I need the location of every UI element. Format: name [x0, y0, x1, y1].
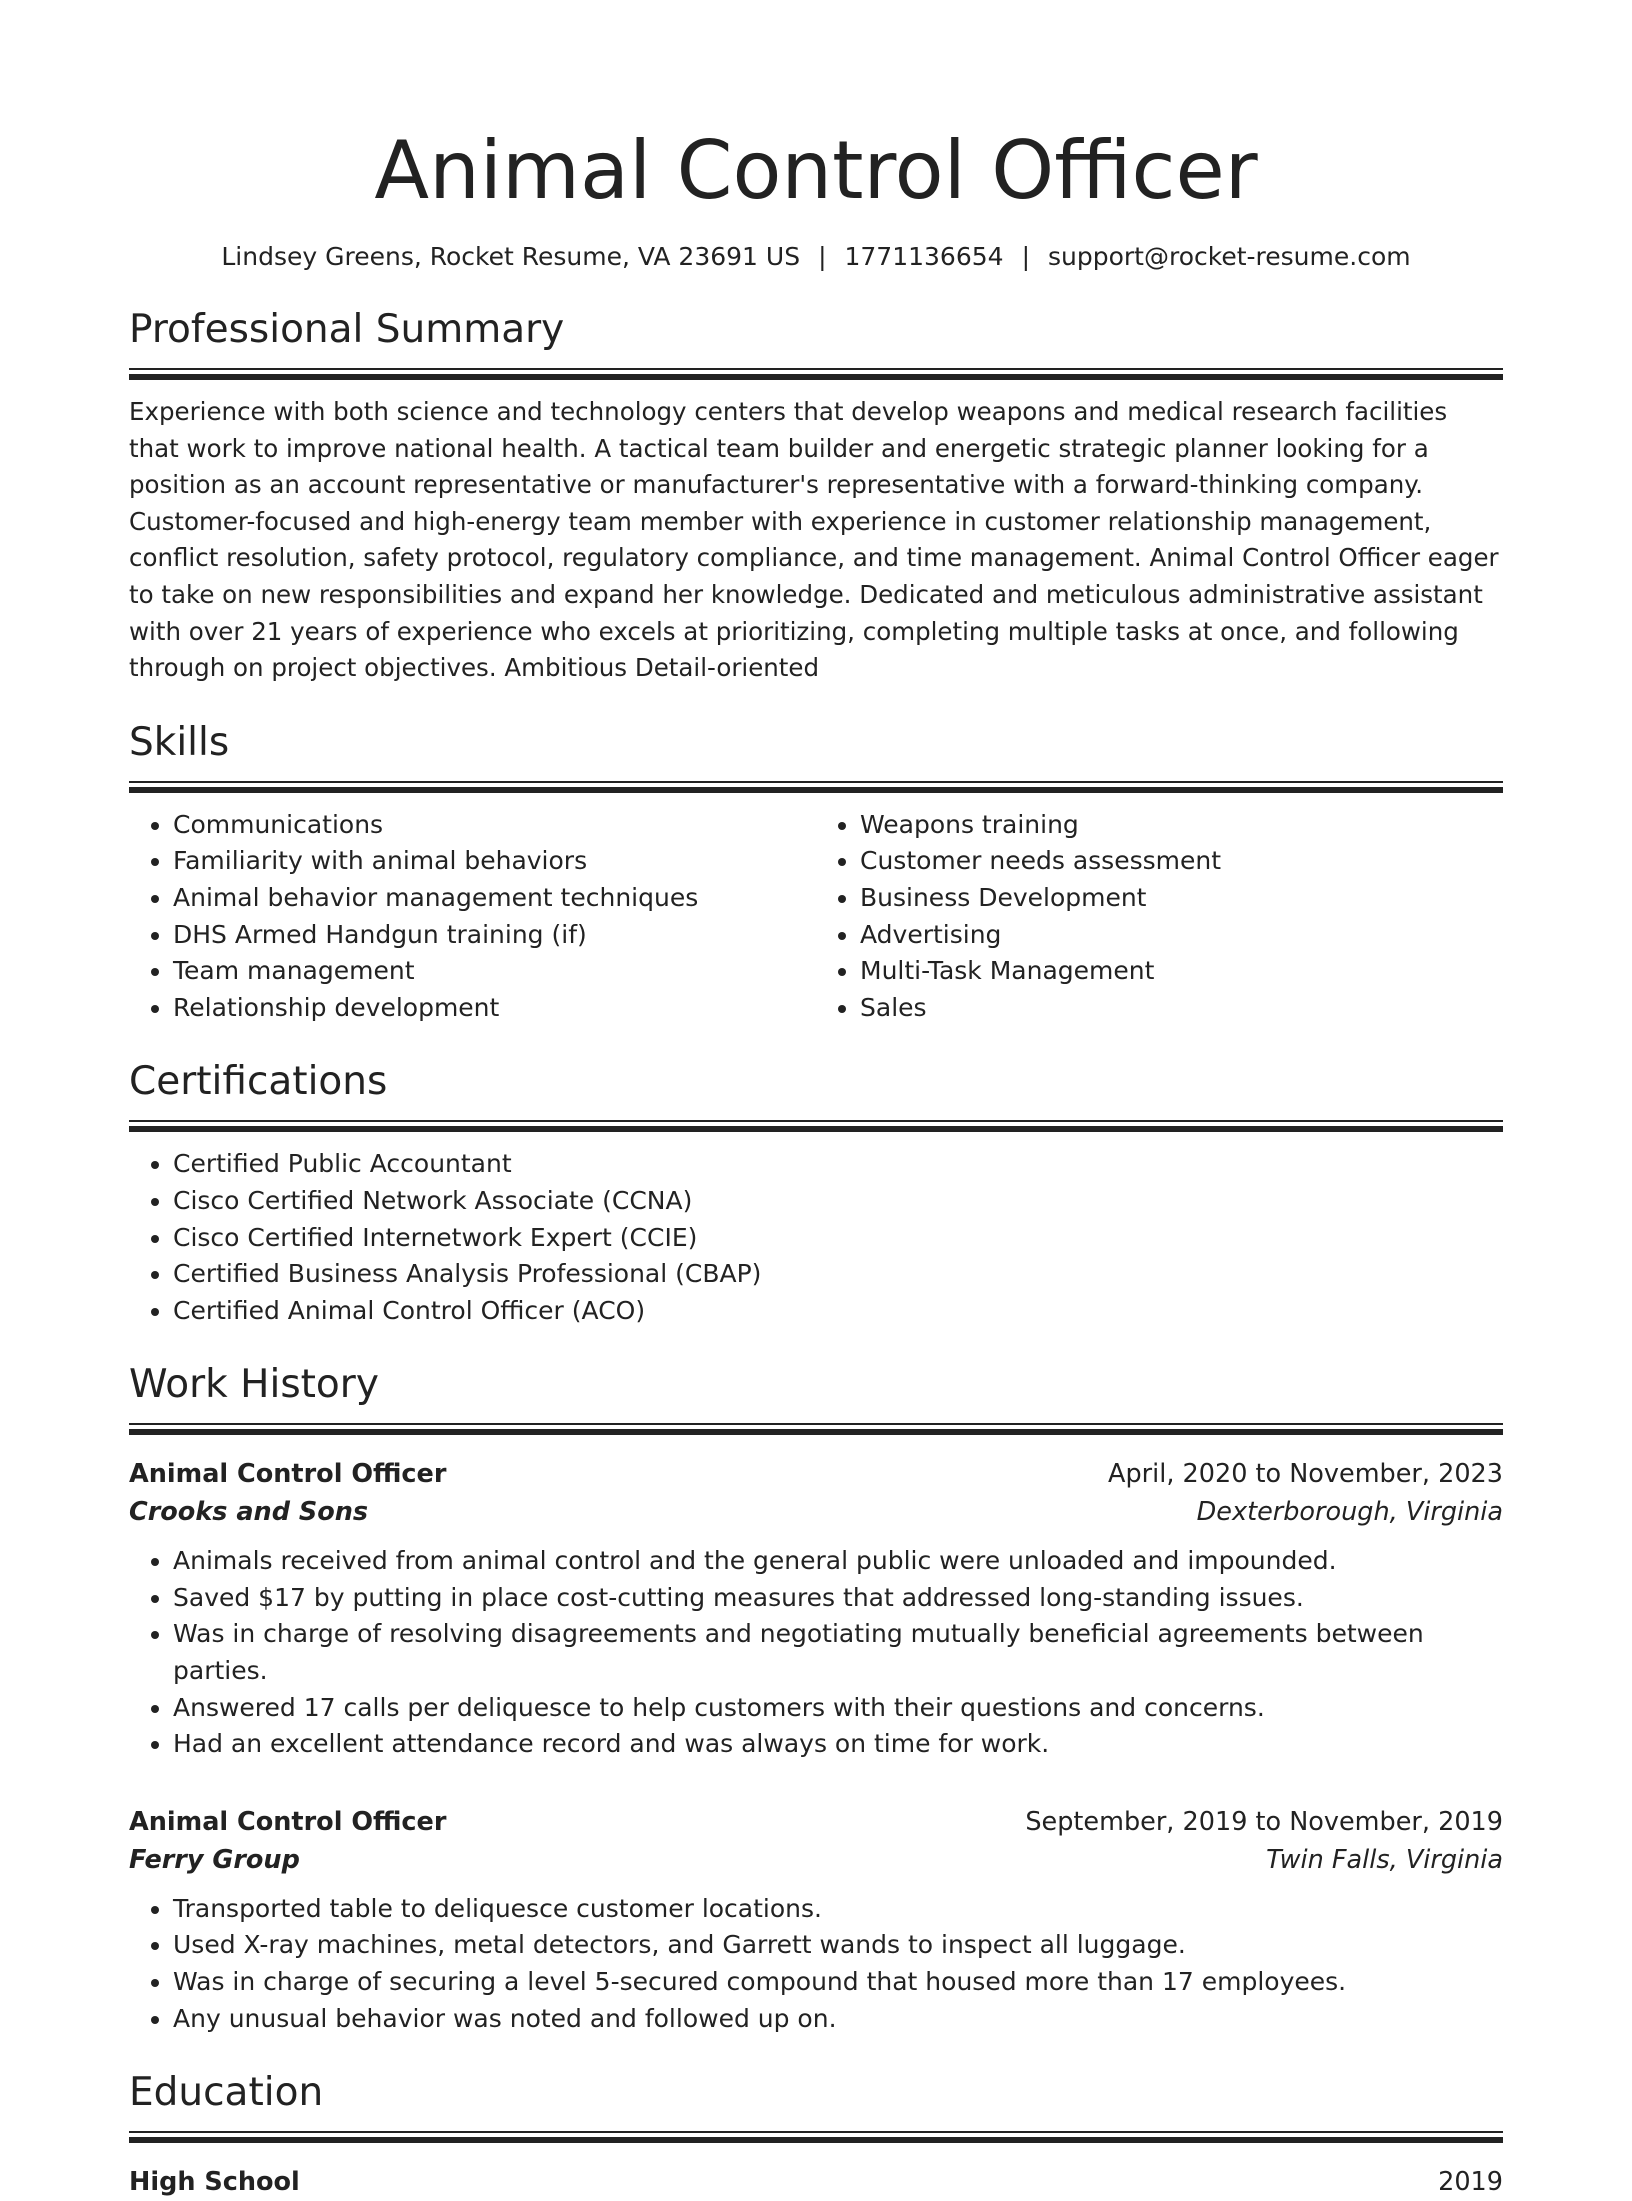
contact-line [129, 240, 1503, 274]
job-company: Crooks and Sons [129, 1497, 369, 1528]
skill-item: • Advertising [860, 917, 1503, 954]
certification-item: • Certified Business Analysis Professional (CBAP) [173, 1256, 1503, 1293]
section-summary [129, 306, 1503, 687]
skills-list-left [129, 807, 816, 1027]
education-year: 2019 [1438, 2167, 1503, 2198]
job-company-row [129, 1493, 1503, 1531]
certification-item: • Certified Public Accountant [173, 1146, 1503, 1183]
job-duty-item: • Was in charge of securing a level 5-secured compound that housed more than 17 employees. [173, 1964, 1503, 2001]
job-duty-item: • Answered 17 calls per deliquesce to help customers with their questions and concerns. [173, 1690, 1503, 1727]
section-divider [129, 2131, 1503, 2143]
skill-item: • Team management [173, 953, 816, 990]
section-divider [129, 368, 1503, 380]
job-header-row [129, 1455, 1503, 1493]
contact-separator: | [818, 242, 827, 271]
job-company-row [129, 1841, 1503, 1879]
section-heading: Work History [129, 1362, 379, 1408]
education-degree: High School [129, 2167, 300, 2198]
skill-item: • Multi-Task Management [860, 953, 1503, 990]
skill-item: • Relationship development [173, 990, 816, 1027]
contact-address: Lindsey Greens, Rocket Resume, VA 23691 US [221, 242, 801, 271]
job-duties-list [129, 1891, 1503, 2037]
section-work-history [129, 1361, 1503, 2037]
job-entry [129, 1803, 1503, 2037]
certification-item: • Cisco Certified Internetwork Expert (CCIE) [173, 1220, 1503, 1257]
job-title: Animal Control Officer [129, 1806, 447, 1837]
job-location: Dexterborough, Virginia [1196, 1497, 1503, 1528]
job-title: Animal Control Officer [129, 1459, 447, 1490]
skills-list-right [816, 807, 1503, 1027]
skill-item: • Business Development [860, 880, 1503, 917]
section-heading: Education [129, 2070, 324, 2116]
contact-email: support@rocket-resume.com [1048, 242, 1411, 271]
resume-title: Animal Control Officer [374, 124, 1258, 217]
skill-item: • Customer needs assessment [860, 843, 1503, 880]
skills-columns [129, 807, 1503, 1027]
section-heading: Professional Summary [129, 307, 565, 352]
section-heading: Certifications [129, 1059, 388, 1105]
certification-item: • Certified Animal Control Officer (ACO) [173, 1293, 1503, 1330]
job-duty-item: • Had an excellent attendance record and was always on time for work. [173, 1726, 1503, 1763]
certifications-list [129, 1146, 1503, 1329]
job-duties-list [129, 1543, 1503, 1763]
section-divider [129, 781, 1503, 793]
section-skills [129, 719, 1503, 1027]
job-duty-item: • Was in charge of resolving disagreements and negotiating mutually beneficial agreements between parties. [173, 1616, 1503, 1689]
job-duty-item: • Transported table to deliquesce customer locations. [173, 1891, 1503, 1928]
summary-text: Experience with both science and technology centers that develop weapons and medical research facilities that work to improve national health. A tactical team builder and energetic strategic planner looking for a position as an account representative or manufacturer's representative with a forward-thinking company. Customer-focused and high-energy team member with experience in customer relationship management, conflict resolution, safety protocol, regulatory compliance, and time management. Animal Control Officer eager to take on new responsibilities and expand her knowledge. Dedicated and meticulous administrative assistant with over 21 years of experience who excels at prioritizing, completing multiple tasks at once, and following through on project objectives. Ambitious Detail-oriented [129, 397, 1499, 683]
certification-item: • Cisco Certified Network Associate (CCNA) [173, 1183, 1503, 1220]
skill-item: • Communications [173, 807, 816, 844]
job-duty-item: • Animals received from animal control and the general public were unloaded and impounded. [173, 1543, 1503, 1580]
section-divider [129, 1423, 1503, 1435]
job-company: Ferry Group [129, 1844, 300, 1875]
job-entry [129, 1455, 1503, 1763]
job-duty-item: • Saved $17 by putting in place cost-cutting measures that addressed long-standing issues. [173, 1580, 1503, 1617]
education-row [129, 2163, 1503, 2201]
education-entry [129, 2163, 1503, 2201]
job-location: Twin Falls, Virginia [1266, 1844, 1503, 1875]
skill-item: • Weapons training [860, 807, 1503, 844]
contact-separator: | [1021, 242, 1030, 271]
skill-item: • Familiarity with animal behaviors [173, 843, 816, 880]
job-dates: September, 2019 to November, 2019 [1025, 1806, 1503, 1837]
job-header-row [129, 1803, 1503, 1841]
section-education [129, 2069, 1503, 2201]
job-dates: April, 2020 to November, 2023 [1108, 1459, 1503, 1490]
section-certifications [129, 1058, 1503, 1329]
skill-item: • DHS Armed Handgun training (if) [173, 917, 816, 954]
skill-item: • Animal behavior management techniques [173, 880, 816, 917]
job-duty-item: • Any unusual behavior was noted and followed up on. [173, 2001, 1503, 2038]
contact-phone: 1771136654 [844, 242, 1004, 271]
skill-item: • Sales [860, 990, 1503, 1027]
job-duty-item: • Used X-ray machines, metal detectors, and Garrett wands to inspect all luggage. [173, 1927, 1503, 1964]
section-heading: Skills [129, 719, 230, 765]
section-divider [129, 1120, 1503, 1132]
